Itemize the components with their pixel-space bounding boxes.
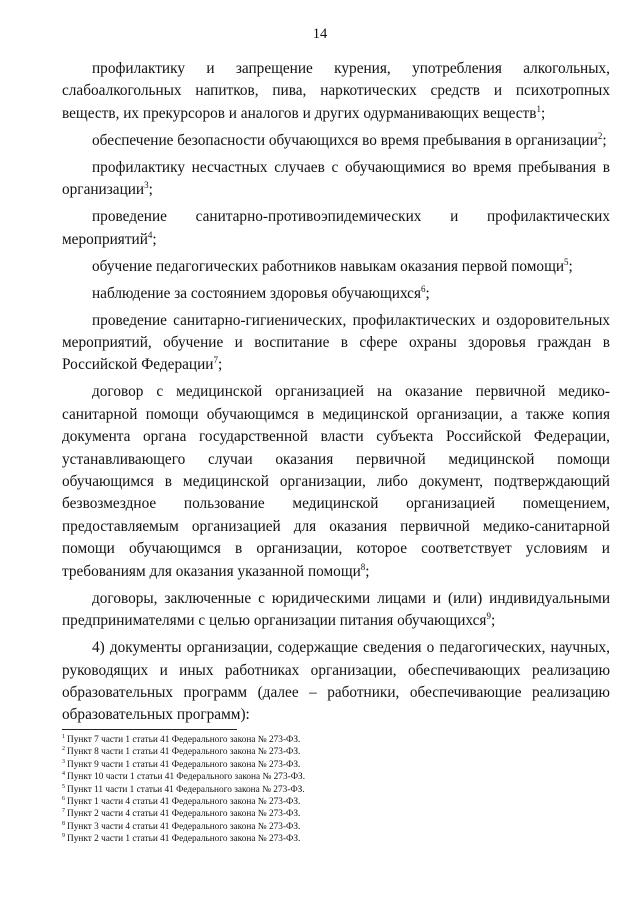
footnote-number: 6 [62, 796, 65, 803]
paragraph-end: ; [152, 230, 157, 248]
footnote [62, 796, 582, 808]
paragraph-text: договор с медицинской организацией на оказание первичной медико-санитарной помощи обучающимся в медицинской организации, а также копия документа органа государственной власти субъекта Российской Федерации, устанавливающего случаи оказания первичной медицинской помощи обучающимся в медицинской организации, либо документ, подтверждающий безвозмездное пользование медицинской организацией помещением, предоставляемым организацией для оказания первичной медико-санитарной помощи обучающимся в организации, которое соответствует условиям и требованиям для оказания указанной помощи [62, 383, 610, 580]
footnote-ref: 2 [597, 130, 603, 141]
paragraph-end: ; [148, 181, 153, 199]
paragraph-end: ; [217, 356, 223, 374]
footnote-text: Пункт 7 части 1 статьи 41 Федерального закона № 273-ФЗ. [67, 735, 301, 745]
footnote-number: 7 [62, 808, 65, 815]
paragraph [62, 283, 610, 305]
footnote-text: Пункт 8 части 1 статьи 41 Федерального закона № 273-ФЗ. [67, 747, 301, 758]
footnote-number: 4 [62, 771, 65, 778]
paragraph [62, 588, 610, 633]
footnote-text: Пункт 2 части 4 статьи 41 Федерального закона № 273-ФЗ. [67, 809, 301, 820]
footnote-text: Пункт 3 части 4 статьи 41 Федерального закона № 273-ФЗ. [67, 821, 301, 832]
paragraph [62, 381, 610, 583]
footnote-text: Пункт 10 части 1 статьи 41 Федерального закона № 273-ФЗ. [67, 772, 306, 783]
footnote [62, 821, 582, 833]
footnote-text: Пункт 1 части 4 статьи 41 Федерального закона № 273-ФЗ. [67, 797, 301, 808]
paragraph-text: профилактику несчастных случаев с обучающимися во время пребывания в организации [62, 158, 610, 199]
footnote-divider [62, 729, 237, 730]
footnote [62, 771, 582, 783]
document-body [62, 58, 610, 731]
paragraph [62, 206, 610, 251]
footnote-number: 2 [62, 746, 65, 753]
paragraph [62, 256, 610, 278]
footnote-ref: 3 [144, 180, 149, 191]
footnote-text: Пункт 11 части 1 статьи 41 Федерального закона № 273-ФЗ. [67, 784, 305, 795]
paragraph-end: ; [425, 284, 430, 302]
paragraph-end: ; [365, 562, 370, 580]
paragraph-text: проведение санитарно-гигиенических, профилактических и оздоровительных мероприятий, обучение и воспитание в сфере охраны здоровья граждан в Российской Федерации [62, 311, 610, 374]
paragraph-end: ; [568, 257, 573, 275]
footnote-number: 3 [62, 758, 65, 765]
footnote [62, 759, 582, 771]
footnote-ref: 5 [564, 256, 569, 267]
footnote-ref: 9 [486, 611, 491, 622]
footnote-text: Пункт 2 части 1 статьи 41 Федерального закона № 273-ФЗ. [67, 834, 301, 845]
footnotes [62, 734, 582, 846]
footnote-ref: 8 [360, 561, 366, 572]
paragraph-end: ; [540, 104, 546, 122]
paragraph-end: ; [602, 131, 607, 149]
page-number: 14 [312, 26, 328, 42]
footnote-number: 8 [62, 820, 65, 827]
paragraph [62, 58, 610, 125]
footnote [62, 734, 582, 746]
footnote-text: Пункт 9 части 1 статьи 41 Федерального закона № 273-ФЗ. [67, 759, 301, 770]
paragraph-text: профилактику и запрещение курения, употребления алкогольных, слабоалкогольных напитков, пива, наркотических средств и психотропных веществ, их прекурсоров и аналогов и других одурманивающих веществ [62, 60, 610, 122]
footnote-ref: 1 [536, 103, 541, 114]
paragraph-text: наблюдение за состоянием здоровья обучающихся [92, 284, 421, 302]
paragraph-text: проведение санитарно-противоэпидемических и профилактических мероприятий [62, 208, 610, 248]
paragraph-text: договоры, заключенные с юридическими лицами и (или) индивидуальными предпринимателями с целью организации питания обучающихся [62, 589, 610, 630]
footnote-number: 1 [62, 734, 65, 740]
paragraph-text: 4) документы организации, содержащие сведения о педагогических, научных, руководящих и иных работниках организации, обеспечивающих реализацию образовательных программ (далее – работники, обеспечивающие реализацию образовательных программ): [62, 639, 610, 724]
footnote-ref: 4 [147, 229, 153, 240]
footnote-number: 9 [62, 833, 65, 840]
paragraph [62, 637, 610, 727]
footnote [62, 833, 582, 845]
footnote [62, 808, 582, 820]
footnote [62, 746, 582, 758]
paragraph [62, 157, 610, 202]
paragraph [62, 310, 610, 377]
footnote-number: 5 [62, 783, 65, 790]
footnote-ref: 6 [421, 283, 426, 294]
paragraph-text: обучение педагогических работников навыкам оказания первой помощи [92, 257, 565, 275]
footnote [62, 784, 582, 796]
paragraph [62, 130, 610, 152]
paragraph-end: ; [490, 612, 496, 630]
footnote-ref: 7 [213, 355, 218, 366]
paragraph-text: обеспечение безопасности обучающихся во время пребывания в организации [92, 131, 598, 149]
